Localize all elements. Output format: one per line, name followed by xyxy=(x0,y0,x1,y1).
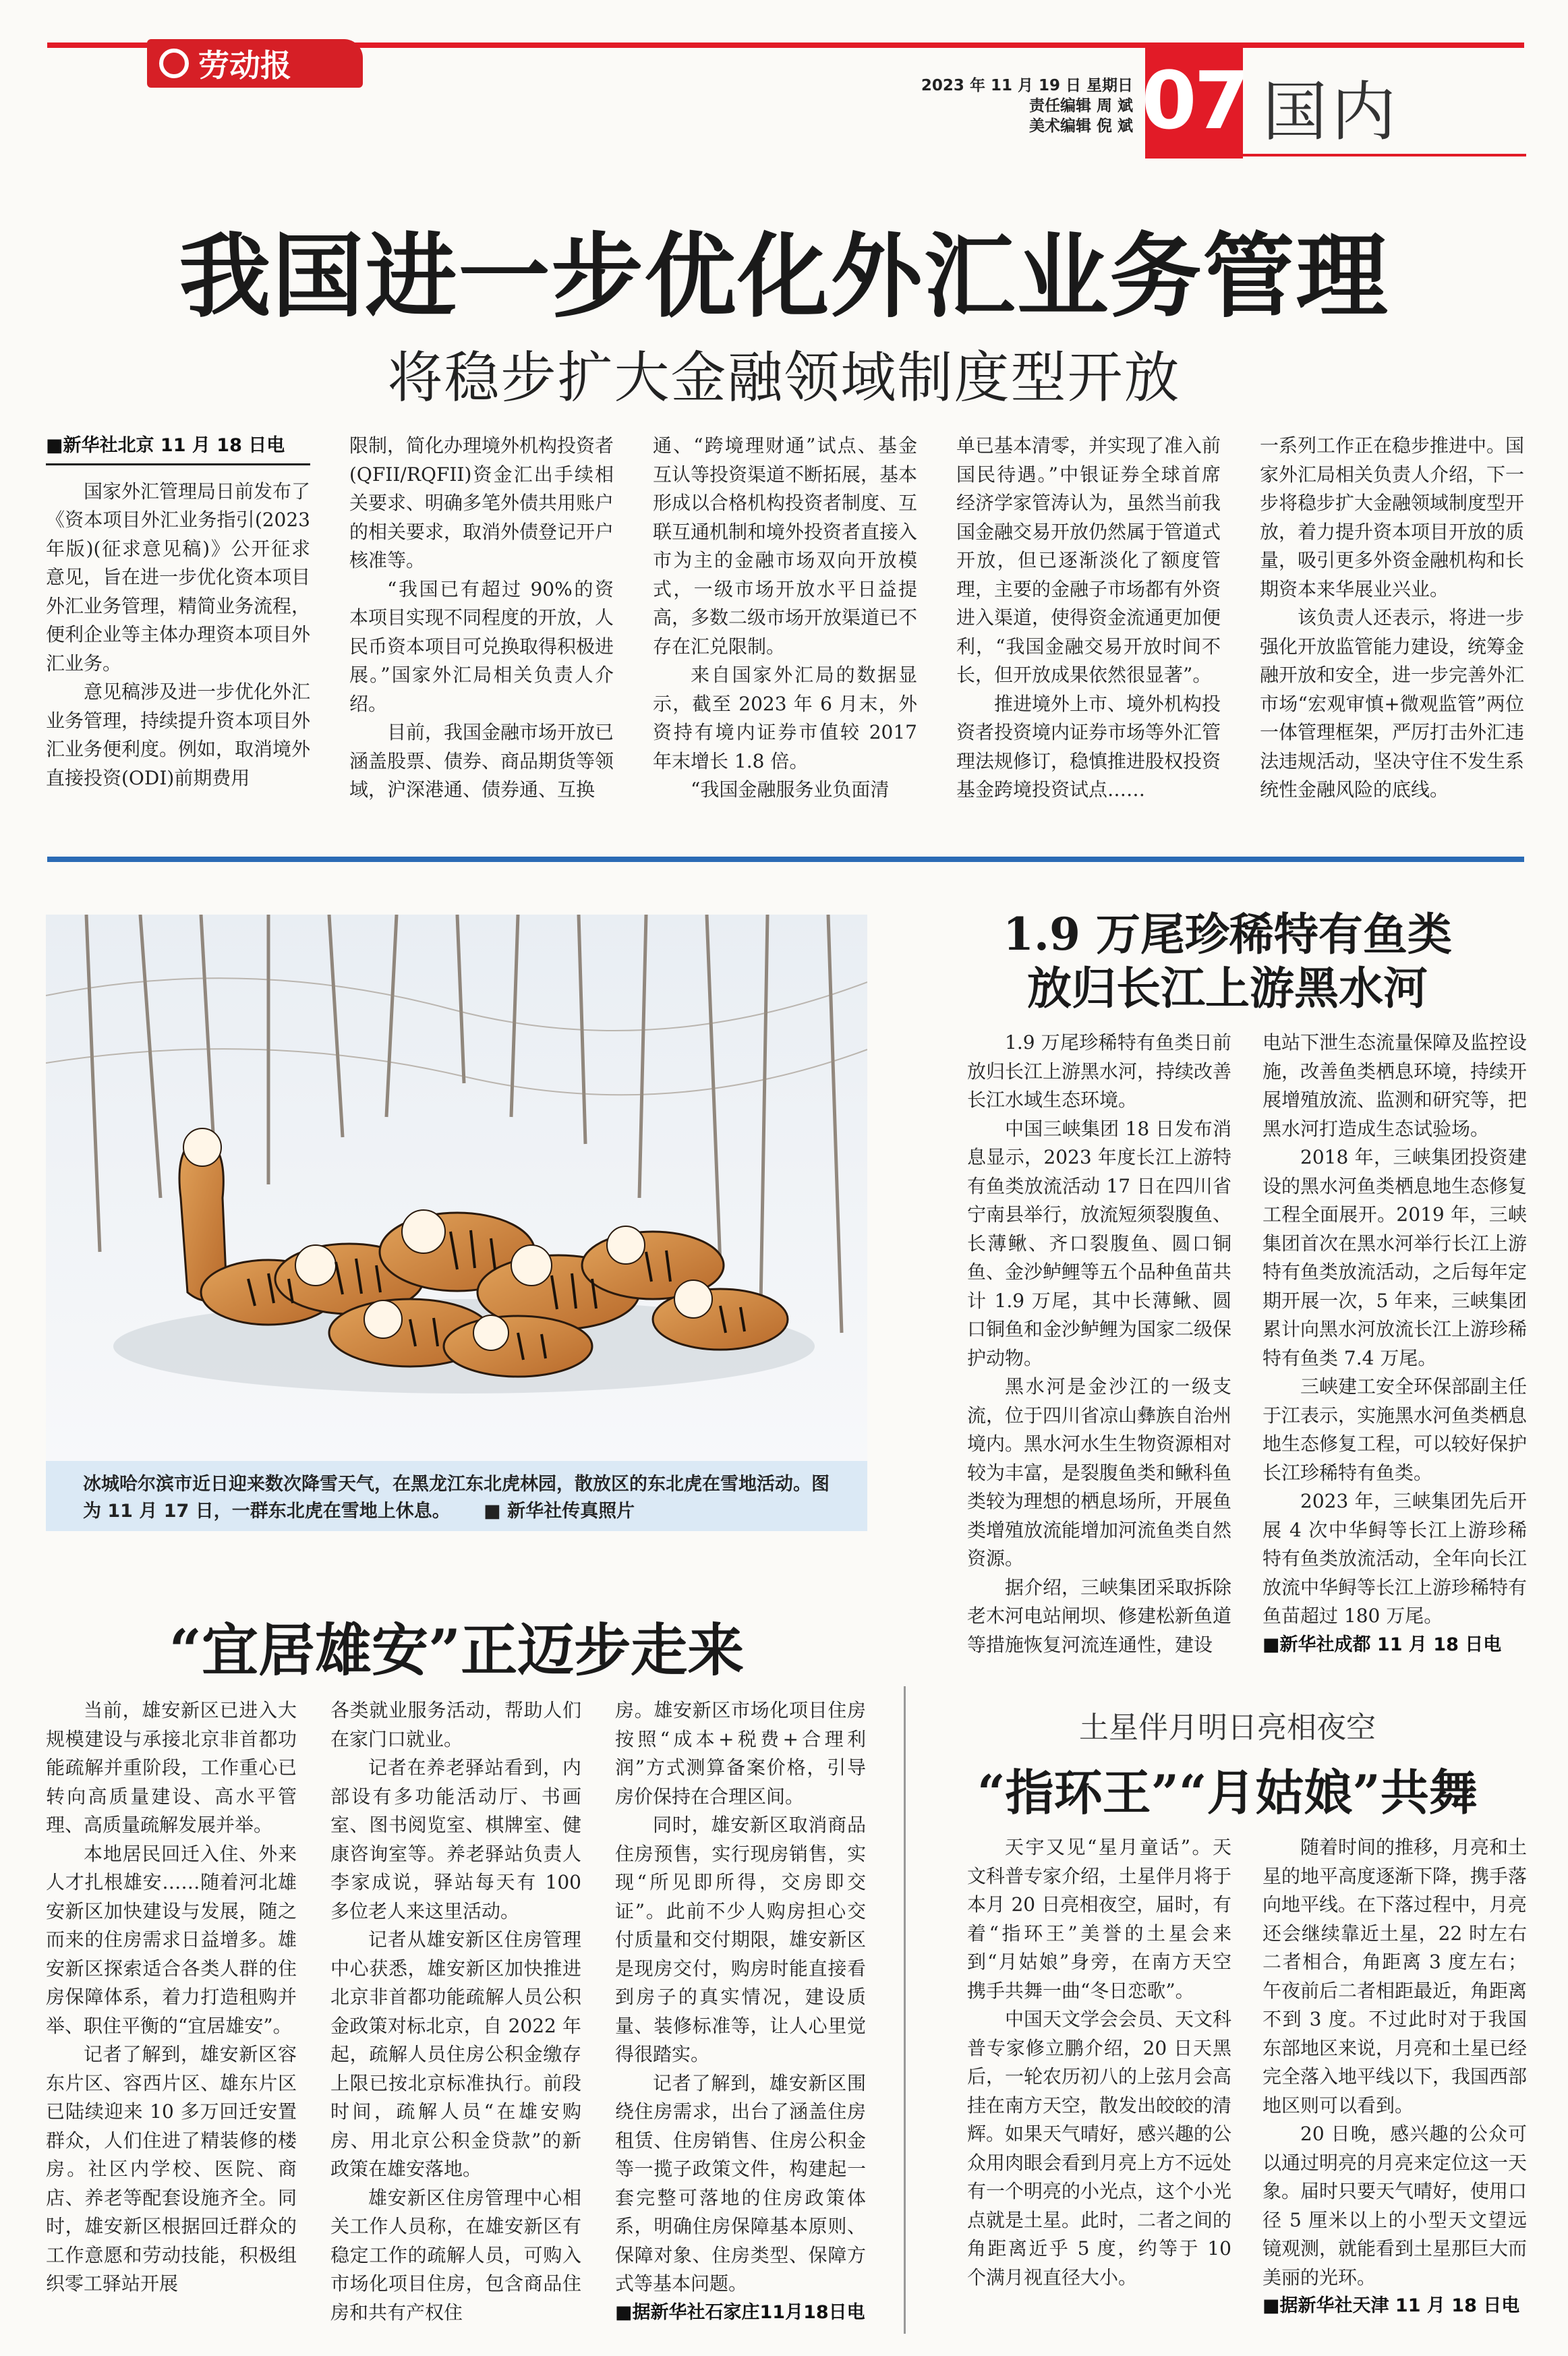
xiongan-paragraph: 当前，雄安新区已进入大规模建设与承接北京非首都功能疏解并重阶段，工作重心已转向高质量建设、高水平管理、高质量疏解发展并举。 xyxy=(46,1699,297,1836)
saturn-kicker: 土星伴月明日亮相夜空 xyxy=(1079,1711,1376,1745)
lead-column-5 xyxy=(1260,432,1524,805)
saturn-paragraph: 随着时间的推移，月亮和土星的地平高度逐渐下降，携手落向地平线。在下落过程中，月亮还会继续靠近土星，22 时左右二者相合，角距离 3 度左右；午夜前后二者相距最近，角距离不到 3 度。不过此时对于我国东部地区来说，月亮和土星已经完全落入地平线以下，我国西部地区则可以看到。 xyxy=(1262,1836,1528,2117)
section-name: 国内 xyxy=(1262,74,1400,150)
fish-paragraph: 中国三峡集团 18 日发布消息显示，2023 年度长江上游特有鱼类放流活动 17 日在四川省宁南县举行，放流短须裂腹鱼、长薄鳅、齐口裂腹鱼、圆口铜鱼、金沙鲈鲤等五个品种鱼苗共计 1.9 万尾，其中长薄鳅、圆口铜鱼和金沙鲈鲤为国家二级保护动物。 xyxy=(967,1117,1232,1369)
issue-date: 2023 年 11 月 19 日 星期日 xyxy=(921,77,1133,94)
section-separator xyxy=(47,857,1524,862)
saturn-article-title: “指环王”“月姑娘”共舞 xyxy=(977,1764,1478,1821)
lead-headline: 我国进一步优化外汇业务管理 xyxy=(179,223,1389,331)
lead-paragraph: 限制，简化办理境外机构投资者(QFII/RQFII)资金汇出手续相关要求、明确多笔外债共用账户的相关要求，取消外债登记开户核准等。 xyxy=(349,434,614,571)
xiongan-column-1 xyxy=(46,1696,297,2299)
xiongan-paragraph: 记者了解到，雄安新区围绕住房需求，出台了涵盖住房租赁、住房销售、住房公积金等一揽子政策文件，构建起一套完整可落地的住房政策体系，明确住房保障基本原则、保障对象、住房类型、保障方式等基本问题。 xyxy=(615,2071,866,2295)
saturn-column-2 xyxy=(1262,1833,1527,2324)
fish-paragraph: 2023 年，三峡集团先后开展 4 次中华鲟等长江上游珍稀特有鱼类放流活动，全年向长江放流中华鲟等长江上游珍稀特有鱼苗超过 180 万尾。 xyxy=(1262,1490,1528,1627)
photo-caption xyxy=(46,1461,867,1531)
photo-caption-text: 冰城哈尔滨市近日迎来数次降雪天气，在黑龙江东北虎林园，散放区的东北虎在雪地活动。图为 11 月 17 日，一群东北虎在雪地上休息。 xyxy=(83,1474,830,1522)
xiongan-paragraph: 记者从雄安新区住房管理中心获悉，雄安新区加快推进北京非首都功能疏解人员公积金政策对标北京，自 2022 年起，疏解人员住房公积金缴存上限已按北京标准执行。前段时间，疏解人员“在雄安购房、用北京公积金贷款”的新政策在雄安落地。 xyxy=(330,1928,581,2180)
column-divider xyxy=(904,1686,906,2334)
fish-dateline: ■新华社成都 11 月 18 日电 xyxy=(1262,1634,1502,1655)
fish-paragraph: 1.9 万尾珍稀特有鱼类日前放归长江上游黑水河，持续改善长江水域生态环境。 xyxy=(967,1031,1232,1111)
xiongan-article-title: “宜居雄安”正迈步走来 xyxy=(169,1617,745,1684)
lead-column-4 xyxy=(956,432,1221,805)
saturn-paragraph: 天宇又见“星月童话”。天文科普专家介绍，土星伴月将于本月 20 日亮相夜空，届时，有着“指环王”美誉的土星会来到“月姑娘”身旁，在南方天空携手共舞一曲“冬日恋歌”。 xyxy=(967,1836,1232,2002)
fish-paragraph: 黑水河是金沙江的一级支流，位于四川省凉山彝族自治州境内。黑水河水生生物资源相对较为丰富，是裂腹鱼类和鳅科鱼类较为理想的栖息场所，开展鱼类增殖放流能增加河流鱼类自然资源。 xyxy=(967,1375,1232,1570)
fish-paragraph: 三峡建工安全环保部副主任于江表示，实施黑水河鱼类栖息地生态修复工程，可以较好保护长江珍稀特有鱼类。 xyxy=(1262,1375,1528,1484)
lead-paragraph: 一系列工作正在稳步推进中。国家外汇局相关负责人介绍，下一步将稳步扩大金融领域制度型开放，着力提升资本项目开放的质量，吸引更多外资金融机构和长期资本来华展业兴业。 xyxy=(1260,434,1525,600)
lead-paragraph: 来自国家外汇局的数据显示，截至 2023 年 6 月末，外资持有境内证券市值较 2017 年末增长 1.8 倍。 xyxy=(653,664,917,772)
lead-paragraph: 目前，我国金融市场开放已涵盖股票、债券、商品期货等领域，沪深港通、债券通、互换 xyxy=(349,721,614,801)
lead-column-2 xyxy=(349,432,614,805)
fish-title-line-2: 放归长江上游黑水河 xyxy=(1027,962,1428,1014)
fish-paragraph: 电站下泄生态流量保障及监控设施，改善鱼类栖息环境，持续开展增殖放流、监测和研究等，把黑水河打造成生态试验场。 xyxy=(1262,1031,1528,1140)
fish-title-line-1: 1.9 万尾珍稀特有鱼类 xyxy=(1003,908,1452,960)
tiger-photo-illustration xyxy=(46,915,867,1461)
lead-paragraph: 通、“跨境理财通”试点、基金互认等投资渠道不断拓展，基本形成以合格机构投资者制度、互联互通机制和境外投资者直接入市为主的金融市场双向开放模式，一级市场开放水平日益提高，多数二级市场开放渠道已不存在汇兑限制。 xyxy=(653,434,918,658)
page-meta xyxy=(890,76,1133,136)
lead-paragraph: 推进境外上市、境外机构投资者投资境内证券市场等外汇管理法规修订，稳慎推进股权投资基金跨境投资试点…… xyxy=(956,692,1221,801)
newspaper-logo xyxy=(147,39,363,88)
xiongan-paragraph: 本地居民回迁入住、外来人才扎根雄安……随着河北雄安新区加快建设与发展，随之而来的住房需求日益增多。雄安新区探索适合各类人群的住房保障体系，着力打造租购并举、职住平衡的“宜居雄安”。 xyxy=(46,1842,297,2037)
lead-paragraph: “我国金融服务业负面清 xyxy=(691,778,890,801)
logo-emblem-icon xyxy=(159,49,189,78)
xiongan-paragraph: 雄安新区住房管理中心相关工作人员称，在雄安新区有稳定工作的疏解人员，可购入市场化项目住房，包含商品住房和共有产权住 xyxy=(330,2186,581,2324)
xiongan-paragraph: 记者了解到，雄安新区容东片区、容西片区、雄东片区已陆续迎来 10 多万回迁安置群众，人们住进了精装修的楼房。社区内学校、医院、商店、养老等配套设施齐全。同时，雄安新区根据回迁群众的工作意愿和劳动技能，积极组织零工驿站开展 xyxy=(46,2043,297,2295)
photo-credit: ■ 新华社传真照片 xyxy=(484,1501,635,1522)
xiongan-column-3 xyxy=(615,1696,866,2330)
lead-subheadline: 将稳步扩大金融领域制度型开放 xyxy=(387,346,1181,410)
fish-paragraph: 据介绍，三峡集团采取拆除老木河电站闸坝、修建松新鱼道等措施恢复河流连通性，建设 xyxy=(967,1576,1232,1656)
saturn-paragraph: 20 日晚，感兴趣的公众可以通过明亮的月亮来定位这一天象。届时只要天气晴好，使用口径 5 厘米以上的小型天文望远镜观测，就能看到土星那巨大而美丽的光环。 xyxy=(1262,2123,1528,2289)
xiongan-paragraph: 各类就业服务活动，帮助人们在家门口就业。 xyxy=(330,1699,581,1750)
fish-column-2 xyxy=(1262,1029,1527,1662)
xiongan-dateline: ■据新华社石家庄11月18日电 xyxy=(615,2301,865,2323)
lead-column-1 xyxy=(46,432,310,793)
tiger-photo xyxy=(46,915,867,1461)
section-underline xyxy=(1243,154,1526,156)
logo-text: 劳动报 xyxy=(198,47,291,84)
saturn-column-1 xyxy=(967,1833,1231,2292)
lead-paragraph: 该负责人还表示，将进一步强化开放监管能力建设，统筹金融开放和安全，进一步完善外汇市场“宏观审慎+微观监管”两位一体管理框架，严厉打击外汇违法违规活动，坚决守住不发生系统性金融风险的底线。 xyxy=(1260,606,1525,801)
lead-paragraph: “我国已有超过 90%的资本项目实现不同程度的开放，人民币资本项目可兑换取得积极进展。”国家外汇局相关负责人介绍。 xyxy=(349,577,614,715)
fish-article-title xyxy=(931,907,1524,1015)
xiongan-paragraph: 同时，雄安新区取消商品住房预售，实行现房销售，实现“所见即所得，交房即交证”。此前不少人购房担心交付质量和交付期限，雄安新区是现房交付，购房时能直接看到房子的真实情况，建设质量、装修标准等，让人心里觉得很踏实。 xyxy=(615,1814,866,2065)
lead-column-3 xyxy=(653,432,917,805)
saturn-paragraph: 中国天文学会会员、天文科普专家修立鹏介绍，20 日天黑后，一轮农历初八的上弦月会高挂在南方天空，散发出皎皎的清辉。如果天气晴好，感兴趣的公众用肉眼会看到月亮上方不远处有一个明亮的小光点，这个小光点就是土星。此时，二者之间的角距离近乎 5 度，约等于 10 个满月视直径大小。 xyxy=(967,2008,1232,2289)
responsible-editor: 责任编辑 周 斌 xyxy=(1028,97,1133,115)
xiongan-paragraph: 记者在养老驿站看到，内部设有多功能活动厅、书画室、图书阅览室、棋牌室、健康咨询室等。养老驿站负责人李家成说，驿站每天有 100 多位老人来这里活动。 xyxy=(330,1756,581,1922)
fish-paragraph: 2018 年，三峡集团投资建设的黑水河鱼类栖息地生态修复工程全面展开。2019 年，三峡集团首次在黑水河举行长江上游特有鱼类放流活动，之后每年定期开展一次，5 年来，三峡集团累计向黑水河放流长江上游珍稀特有鱼类 7.4 万尾。 xyxy=(1262,1146,1528,1369)
art-editor: 美术编辑 倪 斌 xyxy=(1028,117,1133,135)
lead-paragraph: 单已基本清零，并实现了准入前国民待遇。”中银证券全球首席经济学家管涛认为，虽然当前我国金融交易开放仍然属于管道式开放，但已逐渐淡化了额度管理，主要的金融子市场都有外资进入渠道，使得资金流通更加便利，“我国金融交易开放时间不长，但开放成果依然很显著”。 xyxy=(956,434,1221,686)
page-number: 07 xyxy=(1145,42,1243,159)
xiongan-column-2 xyxy=(330,1696,581,2327)
lead-paragraph: 国家外汇管理局日前发布了《资本项目外汇业务指引(2023 年版)(征求意见稿)》公开征求意见，旨在进一步优化资本项目外汇业务管理，精简业务流程，便利企业等主体办理资本项目外汇业务。 xyxy=(46,480,311,674)
saturn-dateline: ■据新华社天津 11 月 18 日电 xyxy=(1262,2295,1520,2316)
fish-column-1 xyxy=(967,1029,1231,1659)
xiongan-paragraph: 房。雄安新区市场化项目住房按照“成本+税费+合理利润”方式测算备案价格，引导房价保持在合理区间。 xyxy=(615,1699,866,1808)
lead-paragraph: 意见稿涉及进一步优化外汇业务管理，持续提升资本项目外汇业务便利度。例如，取消境外直接投资(ODI)前期费用 xyxy=(46,681,311,789)
lead-dateline: ■新华社北京 11 月 18 日电 xyxy=(46,432,310,465)
